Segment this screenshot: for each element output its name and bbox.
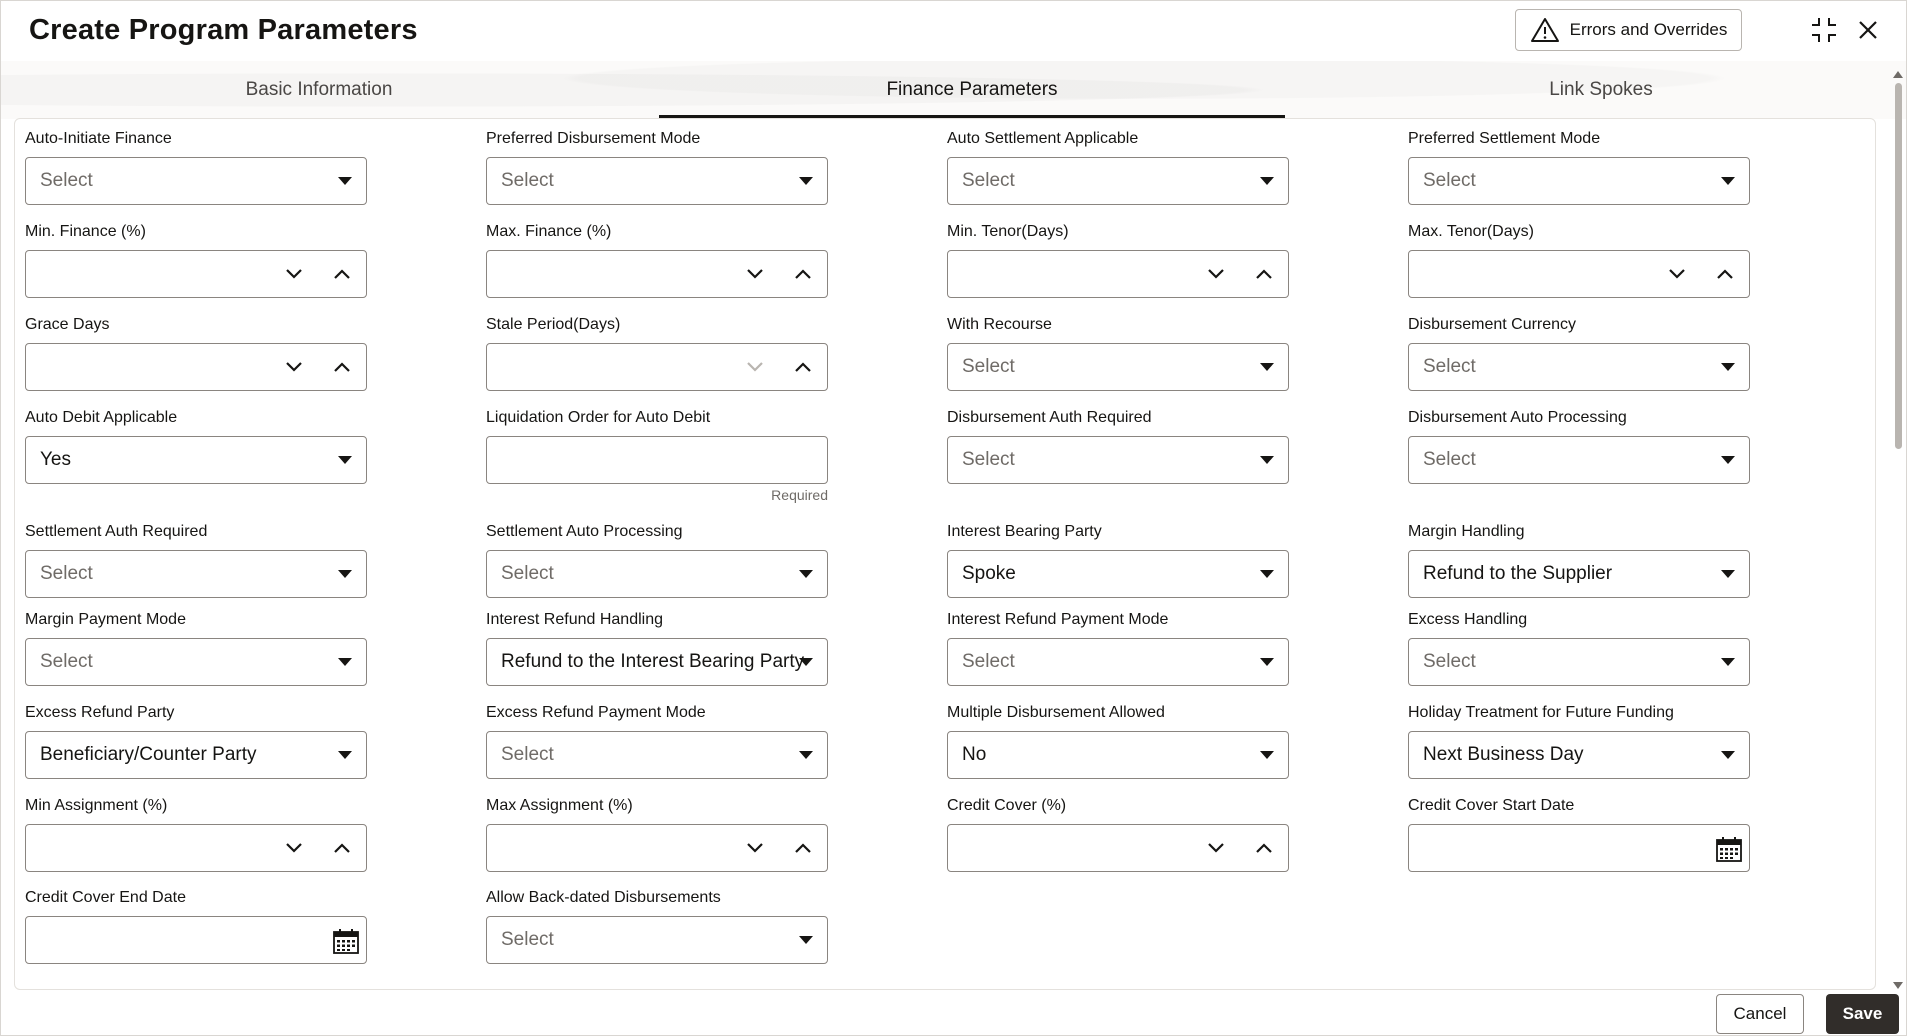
save-button[interactable]: Save	[1826, 994, 1899, 1034]
caret-down-icon	[1721, 658, 1735, 666]
required-hint: Required	[771, 487, 828, 503]
chevron-down-icon[interactable]	[1663, 260, 1691, 288]
preferred-disbursement-mode-select[interactable]: Select	[486, 157, 828, 205]
scroll-down-arrow[interactable]	[1893, 982, 1903, 989]
finance-parameters-form	[14, 118, 1876, 990]
settlement-auto-processing-select[interactable]: Select	[486, 550, 828, 598]
credit-cover-end-date-field: Credit Cover End Date	[25, 888, 367, 964]
caret-down-icon	[1260, 658, 1274, 666]
caret-down-icon	[1260, 177, 1274, 185]
caret-down-icon	[1721, 363, 1735, 371]
margin-payment-mode-select[interactable]: Select	[25, 638, 367, 686]
chevron-down-icon[interactable]	[1202, 834, 1230, 862]
caret-down-icon	[1721, 177, 1735, 185]
chevron-down-icon[interactable]	[741, 834, 769, 862]
disbursement-currency-select[interactable]: Select	[1408, 343, 1750, 391]
settlement-auto-processing-field: Settlement Auto Processing Select	[486, 522, 828, 598]
stale-period-input[interactable]	[486, 343, 828, 391]
chevron-up-icon[interactable]	[789, 834, 817, 862]
caret-down-icon	[1260, 363, 1274, 371]
caret-down-icon	[338, 751, 352, 759]
interest-bearing-party-field: Interest Bearing Party Spoke	[947, 522, 1289, 598]
auto-debit-applicable-select[interactable]: Yes	[25, 436, 367, 484]
caret-down-icon	[799, 177, 813, 185]
caret-down-icon	[1260, 570, 1274, 578]
settlement-auth-required-field: Settlement Auth Required Select	[25, 522, 367, 598]
credit-cover-end-date-input[interactable]	[25, 916, 367, 964]
excess-refund-party-select[interactable]: Beneficiary/Counter Party	[25, 731, 367, 779]
min-assignment-input[interactable]	[25, 824, 367, 872]
chevron-up-icon[interactable]	[1250, 834, 1278, 862]
caret-down-icon	[799, 751, 813, 759]
stale-period-field: Stale Period(Days)	[486, 315, 828, 391]
disbursement-auth-required-select[interactable]: Select	[947, 436, 1289, 484]
excess-handling-select[interactable]: Select	[1408, 638, 1750, 686]
close-icon[interactable]	[1851, 13, 1885, 47]
disbursement-auto-processing-field: Disbursement Auto Processing Select	[1408, 408, 1750, 484]
excess-handling-field: Excess Handling Select	[1408, 610, 1750, 686]
chevron-up-icon[interactable]	[1711, 260, 1739, 288]
min-tenor-input[interactable]	[947, 250, 1289, 298]
auto-initiate-finance-field: Auto-Initiate Finance Select	[25, 129, 367, 205]
preferred-settlement-mode-field: Preferred Settlement Mode Select	[1408, 129, 1750, 205]
excess-refund-payment-mode-select[interactable]: Select	[486, 731, 828, 779]
page-title: Create Program Parameters	[29, 14, 418, 46]
caret-down-icon	[799, 658, 813, 666]
grace-days-field: Grace Days	[25, 315, 367, 391]
disbursement-currency-field: Disbursement Currency Select	[1408, 315, 1750, 391]
interest-refund-payment-mode-select[interactable]: Select	[947, 638, 1289, 686]
tab-basic-information[interactable]: Basic Information	[245, 79, 393, 100]
caret-down-icon	[338, 658, 352, 666]
credit-cover-start-date-field: Credit Cover Start Date	[1408, 796, 1750, 872]
caret-down-icon	[338, 456, 352, 464]
excess-refund-payment-mode-field: Excess Refund Payment Mode Select	[486, 703, 828, 779]
auto-debit-applicable-field: Auto Debit Applicable Yes	[25, 408, 367, 484]
chevron-up-icon[interactable]	[328, 353, 356, 381]
disbursement-auto-processing-select[interactable]: Select	[1408, 436, 1750, 484]
chevron-down-icon[interactable]	[280, 260, 308, 288]
caret-down-icon	[1721, 570, 1735, 578]
caret-down-icon	[1260, 456, 1274, 464]
caret-down-icon	[799, 570, 813, 578]
caret-down-icon	[799, 936, 813, 944]
min-tenor-field: Min. Tenor(Days)	[947, 222, 1289, 298]
errors-and-overrides-label: Errors and Overrides	[1569, 20, 1728, 39]
max-assignment-input[interactable]	[486, 824, 828, 872]
auto-settlement-applicable-field: Auto Settlement Applicable Select	[947, 129, 1289, 205]
interest-bearing-party-select[interactable]: Spoke	[947, 550, 1289, 598]
liquidation-order-input[interactable]	[486, 436, 828, 484]
max-finance-field: Max. Finance (%)	[486, 222, 828, 298]
chevron-up-icon[interactable]	[328, 260, 356, 288]
auto-settlement-applicable-select[interactable]: Select	[947, 157, 1289, 205]
caret-down-icon	[338, 570, 352, 578]
tab-link-spokes[interactable]: Link Spokes	[1549, 79, 1653, 100]
allow-backdated-disbursements-field: Allow Back-dated Disbursements Select	[486, 888, 828, 964]
credit-cover-start-date-input[interactable]	[1408, 824, 1750, 872]
margin-handling-field: Margin Handling Refund to the Supplier	[1408, 522, 1750, 598]
min-assignment-field: Min Assignment (%)	[25, 796, 367, 872]
margin-payment-mode-field: Margin Payment Mode Select	[25, 610, 367, 686]
max-assignment-field: Max Assignment (%)	[486, 796, 828, 872]
cancel-button[interactable]: Cancel	[1716, 994, 1804, 1034]
min-finance-input[interactable]	[25, 250, 367, 298]
auto-initiate-finance-select[interactable]: Select	[25, 157, 367, 205]
scroll-thumb[interactable]	[1895, 83, 1902, 449]
max-finance-input[interactable]	[486, 250, 828, 298]
warning-icon	[1530, 17, 1560, 43]
interest-refund-handling-select[interactable]: Refund to the Interest Bearing Party	[486, 638, 828, 686]
disbursement-auth-required-field: Disbursement Auth Required Select	[947, 408, 1289, 484]
margin-handling-select[interactable]: Refund to the Supplier	[1408, 550, 1750, 598]
chevron-down-icon[interactable]	[280, 834, 308, 862]
holiday-treatment-select[interactable]: Next Business Day	[1408, 731, 1750, 779]
with-recourse-field: With Recourse Select	[947, 315, 1289, 391]
liquidation-order-field: Liquidation Order for Auto Debit Required	[486, 409, 828, 503]
credit-cover-field: Credit Cover (%)	[947, 796, 1289, 872]
grace-days-input[interactable]	[25, 343, 367, 391]
interest-refund-payment-mode-field: Interest Refund Payment Mode Select	[947, 610, 1289, 686]
preferred-settlement-mode-select[interactable]: Select	[1408, 157, 1750, 205]
max-tenor-input[interactable]	[1408, 250, 1750, 298]
caret-down-icon	[1721, 456, 1735, 464]
chevron-down-icon[interactable]	[741, 353, 769, 381]
calendar-icon[interactable]	[332, 927, 360, 955]
caret-down-icon	[1260, 751, 1274, 759]
holiday-treatment-field: Holiday Treatment for Future Funding Next Business Day	[1408, 703, 1750, 779]
errors-and-overrides-button[interactable]	[1515, 9, 1742, 51]
chevron-down-icon[interactable]	[741, 260, 769, 288]
calendar-icon[interactable]	[1715, 835, 1743, 863]
min-finance-field: Min. Finance (%)	[25, 222, 367, 298]
tab-finance-parameters[interactable]: Finance Parameters	[659, 61, 1285, 119]
chevron-down-icon[interactable]	[1202, 260, 1230, 288]
settlement-auth-required-select[interactable]: Select	[25, 550, 367, 598]
vertical-scrollbar[interactable]	[1891, 69, 1905, 989]
caret-down-icon	[338, 177, 352, 185]
scroll-up-arrow[interactable]	[1893, 71, 1903, 78]
allow-backdated-disbursements-select[interactable]: Select	[486, 916, 828, 964]
chevron-up-icon[interactable]	[328, 834, 356, 862]
credit-cover-input[interactable]	[947, 824, 1289, 872]
excess-refund-party-field: Excess Refund Party Beneficiary/Counter Party	[25, 703, 367, 779]
caret-down-icon	[1721, 751, 1735, 759]
chevron-down-icon[interactable]	[280, 353, 308, 381]
chevron-up-icon[interactable]	[1250, 260, 1278, 288]
dialog-header	[1, 1, 1906, 62]
tab-bar	[1, 61, 1906, 119]
chevron-up-icon[interactable]	[789, 260, 817, 288]
multiple-disbursement-allowed-select[interactable]: No	[947, 731, 1289, 779]
preferred-disbursement-mode-field: Preferred Disbursement Mode Select	[486, 129, 828, 205]
collapse-icon[interactable]	[1807, 13, 1841, 47]
with-recourse-select[interactable]: Select	[947, 343, 1289, 391]
multiple-disbursement-allowed-field: Multiple Disbursement Allowed No	[947, 703, 1289, 779]
chevron-up-icon[interactable]	[789, 353, 817, 381]
max-tenor-field: Max. Tenor(Days)	[1408, 222, 1750, 298]
interest-refund-handling-field: Interest Refund Handling Refund to the Interest Bearing Party	[486, 610, 828, 686]
